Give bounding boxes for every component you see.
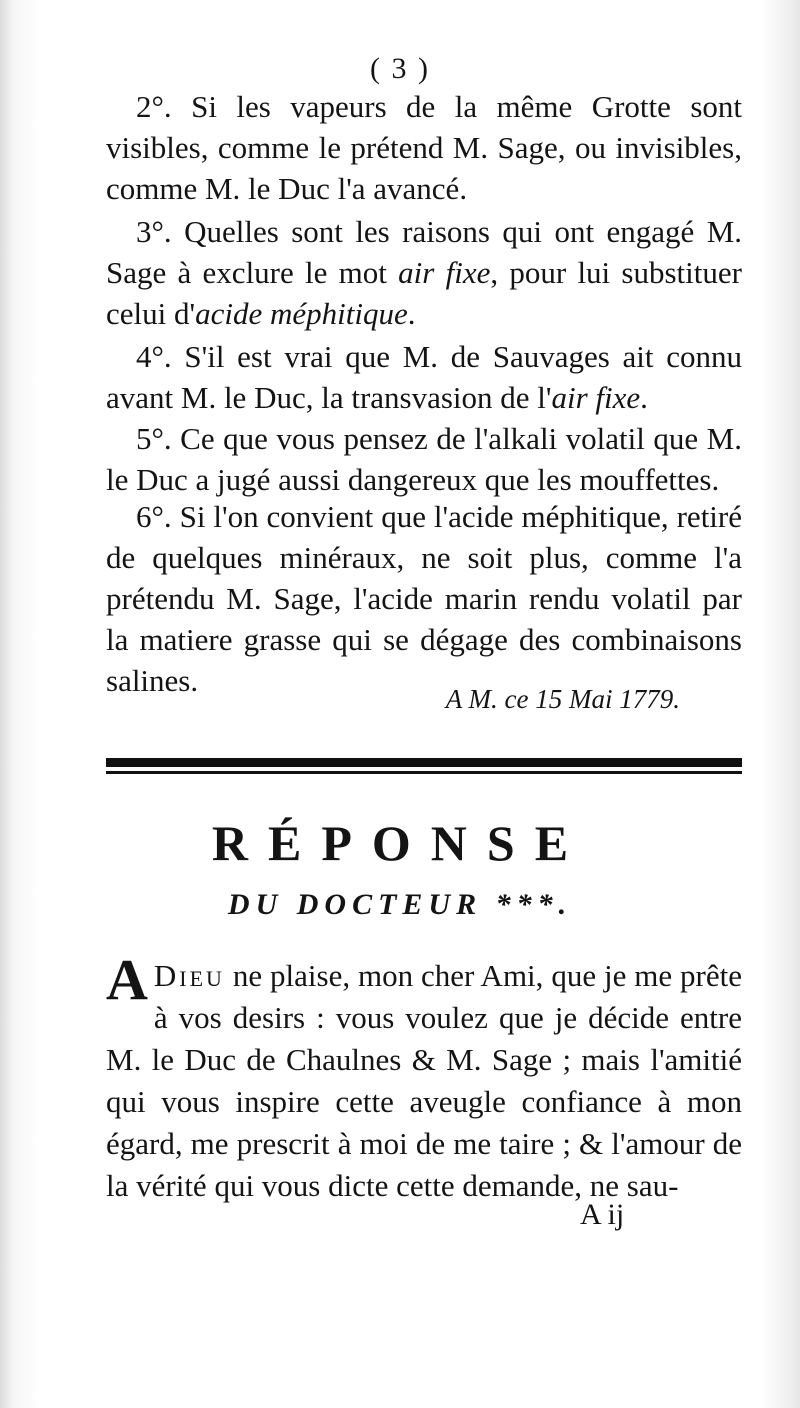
section-subtitle: DU DOCTEUR ***. bbox=[227, 888, 573, 921]
item-text: Si l'on convient que l'acide méphitique, retiré de quelques minéraux, ne soit plus, comme l'a prétendu M. Sage, l'acide marin rendu volatil par la matiere grasse qui se dégage des combinaisons salines. bbox=[106, 499, 743, 698]
body-paragraph bbox=[106, 947, 743, 1207]
signature-line: A M. ce 15 Mai 1779. bbox=[445, 684, 680, 714]
list-item bbox=[106, 86, 742, 209]
item-number: 4°. bbox=[136, 339, 172, 374]
item-number: 3°. bbox=[136, 214, 172, 249]
item-text: Quelles sont les raisons qui ont engagé M. Sage à exclure le mot bbox=[106, 214, 743, 290]
item-text: Si les vapeurs de la même Grotte sont visibles, comme le prétend M. Sage, ou invisibles, comme M. le Duc l'a avancé. bbox=[106, 89, 743, 206]
list-item bbox=[106, 496, 742, 701]
item-text: S'il est vrai que M. de Sauvages ait connu avant M. le Duc, la transvasion de l' bbox=[106, 339, 743, 415]
page-number: ( 3 ) bbox=[370, 52, 430, 85]
item-text: , pour lui substituer celui d' bbox=[106, 255, 742, 331]
list-item bbox=[106, 418, 742, 500]
item-text: . bbox=[640, 380, 648, 415]
smallcaps-word: Dieu bbox=[153, 958, 225, 993]
list-item bbox=[106, 211, 742, 334]
item-text: . bbox=[407, 296, 416, 331]
item-italic: acide méphitique bbox=[195, 296, 408, 331]
item-number: 2°. bbox=[136, 89, 172, 124]
catchword: A ij bbox=[580, 1198, 625, 1231]
item-number: 5°. bbox=[136, 421, 172, 456]
item-italic: air fixe bbox=[398, 255, 491, 290]
item-number: 6°. bbox=[136, 499, 172, 534]
drop-cap: A bbox=[106, 947, 148, 1012]
divider-rule bbox=[106, 771, 742, 774]
body-text: ne plaise, mon cher Ami, que je me prête à vos desirs : vous voulez que je décide entre M. le Duc de Chaulnes & M. Sage ; mais l'amitié qui vous inspire cette aveugle confiance à mon égard, me prescrit à moi de me taire ; & l'amour de la vérité qui vous dicte cette demande, ne sau- bbox=[106, 958, 743, 1203]
section-title: RÉPONSE bbox=[211, 815, 589, 871]
list-item bbox=[106, 336, 742, 418]
divider-rule bbox=[106, 758, 742, 767]
item-text: Ce que vous pensez de l'alkali volatil que M. le Duc a jugé aussi dangereux que les mouffettes. bbox=[106, 421, 742, 497]
item-italic: air fixe bbox=[551, 380, 641, 415]
